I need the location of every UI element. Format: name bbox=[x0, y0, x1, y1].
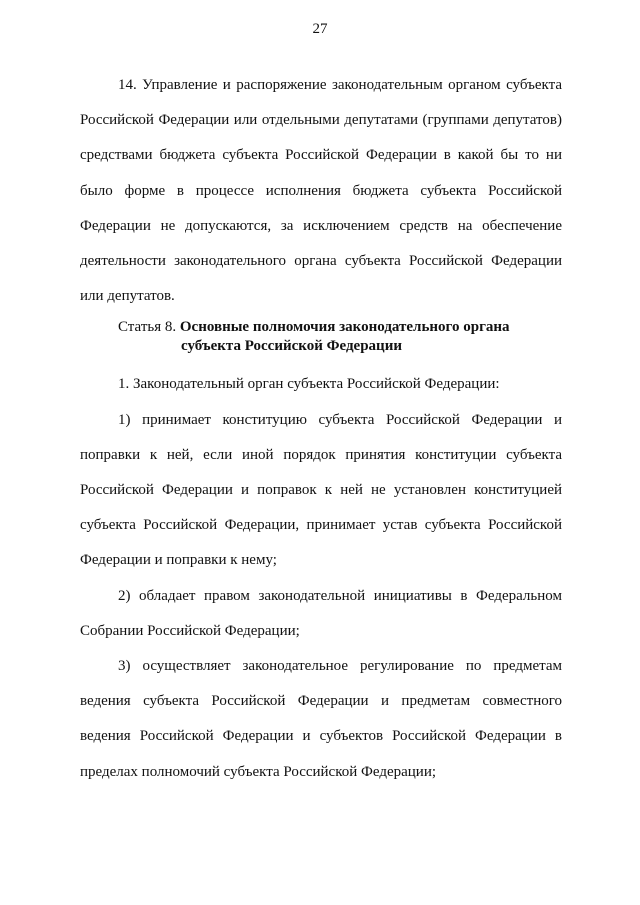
article-label: Статья 8. bbox=[118, 319, 177, 336]
paragraph-article-8-1: 1. Законодательный орган субъекта Российской Федерации: bbox=[118, 376, 500, 393]
paragraph-item-3: 3) осуществляет законодательное регулирование по предметам ведения субъекта Российской Федерации и предметам совместного ведения Российской Федерации и субъектов Российской Федерации в пределах полномочий субъекта Российской Федерации; bbox=[80, 658, 562, 780]
page-number: 27 bbox=[312, 21, 328, 37]
article-title-line1: Основные полномочия законодательного органа bbox=[179, 319, 510, 336]
paragraph-item-2: 2) обладает правом законодательной инициативы в Федеральном Собрании Российской Федерации; bbox=[80, 587, 562, 639]
article-title-line2: субъекта Российской Федерации bbox=[181, 338, 402, 355]
document-body bbox=[80, 68, 562, 790]
paragraph-item-1: 1) принимает конституцию субъекта Российской Федерации и поправки к ней, если иной порядок принятия конституции субъекта Российской Федерации и поправок к ней не установлен конституцией субъекта Российской Федерации, принимает устав субъекта Российской Федерации и поправки к нему; bbox=[80, 411, 562, 569]
paragraph-14: 14. Управление и распоряжение законодательным органом субъекта Российской Федерации или отдельными депутатами (группами депутатов) средствами бюджета субъекта Российской Федерации в какой бы то ни было форме в процессе исполнения бюджета субъекта Российской Федерации не допускаются, за исключением средств на обеспечение деятельности законодательного органа субъекта Российской Федерации или депутатов. bbox=[80, 77, 562, 305]
article-heading bbox=[80, 318, 562, 356]
